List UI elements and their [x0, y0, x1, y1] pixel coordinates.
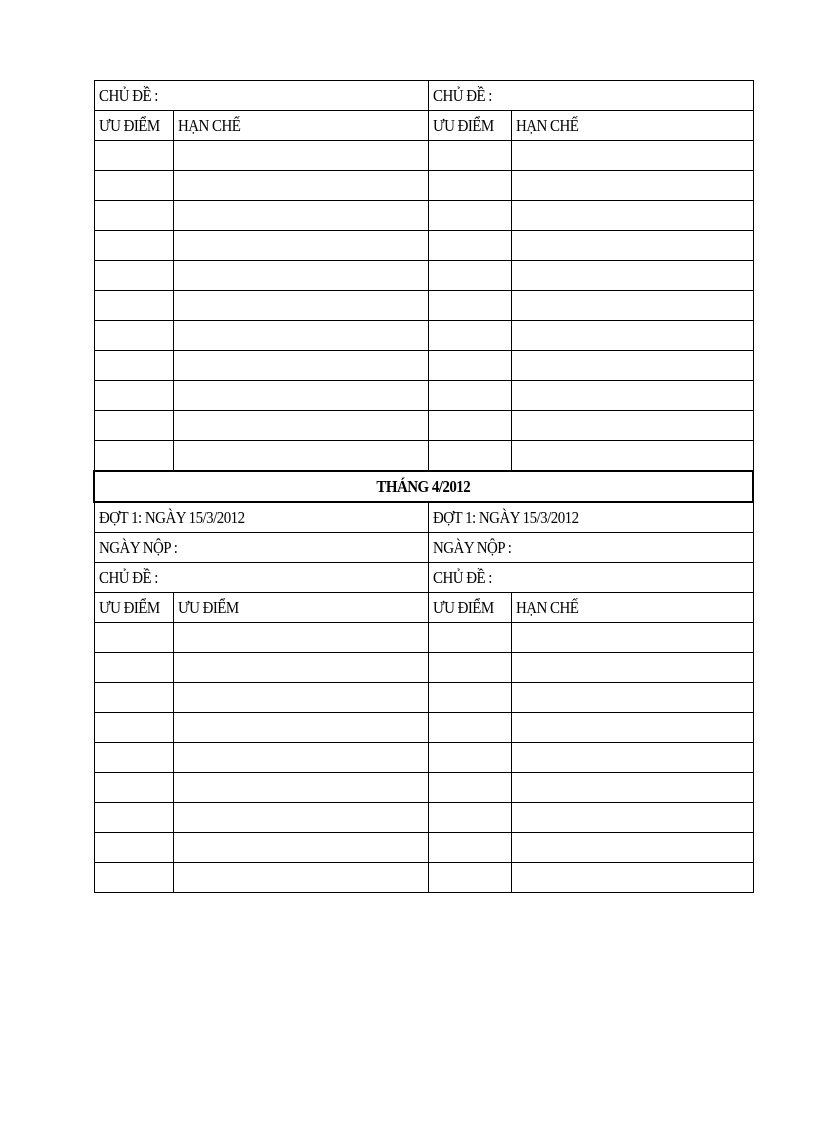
top-left-strengths-cell [94, 351, 173, 381]
bottom-topic-row [94, 563, 753, 593]
top-header-row [94, 111, 753, 141]
top-right-limitations-cell [511, 441, 753, 472]
bottom-left-batch-label: ĐỢT 1: NGÀY 15/3/2012 [98, 508, 245, 527]
bottom-left-strengths-cell [94, 713, 173, 743]
top-left-limitations-cell [173, 231, 428, 261]
top-entry-row [94, 441, 753, 472]
bottom-right-submit-date-cell [428, 533, 753, 563]
bottom-right-strengths-cell [428, 713, 511, 743]
bottom-right-limitations-cell [511, 623, 753, 653]
top-left-topic-label: CHỦ ĐỀ : [98, 86, 158, 105]
top-right-strengths-cell [428, 171, 511, 201]
month-header-cell [94, 471, 753, 502]
top-left-strengths-cell [94, 141, 173, 171]
evaluation-sheet-table [93, 80, 754, 893]
top-right-strengths-cell [428, 321, 511, 351]
bottom-left-strengths-cell [94, 773, 173, 803]
bottom-header-row [94, 593, 753, 623]
top-entry-row [94, 201, 753, 231]
bottom-right-strengths-cell [428, 863, 511, 893]
bottom-right-strengths-cell [428, 773, 511, 803]
bottom-entry-row [94, 713, 753, 743]
bottom-entry-row [94, 773, 753, 803]
top-left-limitations-header [173, 111, 428, 141]
top-right-limitations-cell [511, 201, 753, 231]
bottom-batch-row [94, 502, 753, 533]
bottom-left-limitations-cell [173, 743, 428, 773]
bottom-left-limitations-cell [173, 713, 428, 743]
top-right-limitations-cell [511, 291, 753, 321]
bottom-right-limitations-cell [511, 803, 753, 833]
top-left-limitations-cell [173, 381, 428, 411]
top-right-limitations-cell [511, 321, 753, 351]
top-right-strengths-label: ƯU ĐIỂM [432, 116, 494, 135]
bottom-left-strengths-cell [94, 833, 173, 863]
top-left-limitations-label: HẠN CHẾ [177, 116, 240, 135]
bottom-left-strengths-cell [94, 863, 173, 893]
top-right-limitations-cell [511, 171, 753, 201]
top-left-limitations-cell [173, 171, 428, 201]
bottom-entry-row [94, 833, 753, 863]
top-entry-row [94, 141, 753, 171]
bottom-left-strengths-cell [94, 653, 173, 683]
top-left-topic-cell [94, 81, 428, 111]
bottom-left-topic-cell [94, 563, 428, 593]
top-entry-row [94, 171, 753, 201]
bottom-left-strengths-label: ƯU ĐIỂM [98, 598, 160, 617]
bottom-right-strengths-cell [428, 623, 511, 653]
top-right-strengths-cell [428, 261, 511, 291]
top-left-strengths-cell [94, 171, 173, 201]
top-right-strengths-cell [428, 411, 511, 441]
top-entry-row [94, 321, 753, 351]
bottom-left-strengths-cell [94, 743, 173, 773]
top-left-limitations-cell [173, 261, 428, 291]
top-left-strengths-cell [94, 231, 173, 261]
top-left-strengths-cell [94, 201, 173, 231]
bottom-right-topic-cell [428, 563, 753, 593]
top-left-limitations-cell [173, 321, 428, 351]
bottom-submit-date-row [94, 533, 753, 563]
bottom-entry-row [94, 623, 753, 653]
bottom-left-limitations-cell [173, 803, 428, 833]
top-right-strengths-header [428, 111, 511, 141]
bottom-right-limitations-cell [511, 833, 753, 863]
top-left-strengths-cell [94, 321, 173, 351]
bottom-left-limitations-cell [173, 653, 428, 683]
top-entry-row [94, 231, 753, 261]
top-left-strengths-header [94, 111, 173, 141]
bottom-right-limitations-cell [511, 863, 753, 893]
bottom-left-submit-date-cell [94, 533, 428, 563]
bottom-entry-row [94, 863, 753, 893]
top-right-limitations-cell [511, 231, 753, 261]
bottom-right-limitations-cell [511, 743, 753, 773]
bottom-left-batch-cell [94, 502, 428, 533]
top-right-limitations-header [511, 111, 753, 141]
bottom-right-limitations-cell [511, 683, 753, 713]
top-right-limitations-label: HẠN CHẾ [515, 116, 578, 135]
bottom-right-limitations-label: HẠN CHẾ [515, 598, 578, 617]
top-right-strengths-cell [428, 441, 511, 472]
top-left-strengths-cell [94, 411, 173, 441]
top-left-strengths-cell [94, 381, 173, 411]
bottom-right-batch-cell [428, 502, 753, 533]
top-left-limitations-cell [173, 351, 428, 381]
bottom-left-limitations-label: ƯU ĐIỂM [177, 598, 239, 617]
month-header-label: THÁNG 4/2012 [376, 477, 471, 496]
bottom-right-strengths-label: ƯU ĐIỂM [432, 598, 494, 617]
top-right-topic-label: CHỦ ĐỀ : [432, 86, 492, 105]
top-right-strengths-cell [428, 231, 511, 261]
bottom-left-submit-date-label: NGÀY NỘP : [98, 538, 177, 557]
bottom-left-strengths-cell [94, 623, 173, 653]
bottom-right-submit-date-label: NGÀY NỘP : [432, 538, 511, 557]
bottom-right-limitations-cell [511, 653, 753, 683]
bottom-left-strengths-cell [94, 803, 173, 833]
bottom-right-limitations-cell [511, 773, 753, 803]
top-right-topic-cell [428, 81, 753, 111]
top-left-limitations-cell [173, 141, 428, 171]
bottom-right-strengths-cell [428, 653, 511, 683]
bottom-entry-row [94, 653, 753, 683]
bottom-entry-row [94, 683, 753, 713]
top-right-strengths-cell [428, 351, 511, 381]
top-right-limitations-cell [511, 141, 753, 171]
top-left-strengths-cell [94, 441, 173, 472]
top-entry-row [94, 381, 753, 411]
bottom-right-topic-label: CHỦ ĐỀ : [432, 568, 492, 587]
bottom-right-strengths-cell [428, 803, 511, 833]
bottom-left-limitations-cell [173, 623, 428, 653]
top-topic-row [94, 81, 753, 111]
top-entry-row [94, 261, 753, 291]
month-header-row [94, 471, 753, 502]
top-entry-row [94, 291, 753, 321]
bottom-right-limitations-header [511, 593, 753, 623]
top-left-strengths-label: ƯU ĐIỂM [98, 116, 160, 135]
bottom-left-limitations-cell [173, 863, 428, 893]
bottom-left-limitations-cell [173, 833, 428, 863]
top-entry-row [94, 411, 753, 441]
top-left-limitations-cell [173, 441, 428, 472]
bottom-right-strengths-header [428, 593, 511, 623]
top-right-strengths-cell [428, 381, 511, 411]
bottom-right-strengths-cell [428, 683, 511, 713]
bottom-right-batch-label: ĐỢT 1: NGÀY 15/3/2012 [432, 508, 579, 527]
top-entry-row [94, 351, 753, 381]
bottom-right-strengths-cell [428, 833, 511, 863]
bottom-entry-row [94, 743, 753, 773]
top-right-limitations-cell [511, 351, 753, 381]
top-left-strengths-cell [94, 261, 173, 291]
top-right-strengths-cell [428, 141, 511, 171]
top-right-strengths-cell [428, 291, 511, 321]
top-left-limitations-cell [173, 201, 428, 231]
top-left-strengths-cell [94, 291, 173, 321]
top-right-limitations-cell [511, 381, 753, 411]
bottom-entry-row [94, 803, 753, 833]
bottom-right-strengths-cell [428, 743, 511, 773]
bottom-left-limitations-header [173, 593, 428, 623]
bottom-left-limitations-cell [173, 683, 428, 713]
top-left-limitations-cell [173, 411, 428, 441]
bottom-left-limitations-cell [173, 773, 428, 803]
bottom-left-topic-label: CHỦ ĐỀ : [98, 568, 158, 587]
bottom-left-strengths-header [94, 593, 173, 623]
top-right-strengths-cell [428, 201, 511, 231]
top-right-limitations-cell [511, 411, 753, 441]
top-left-limitations-cell [173, 291, 428, 321]
bottom-left-strengths-cell [94, 683, 173, 713]
top-right-limitations-cell [511, 261, 753, 291]
bottom-right-limitations-cell [511, 713, 753, 743]
